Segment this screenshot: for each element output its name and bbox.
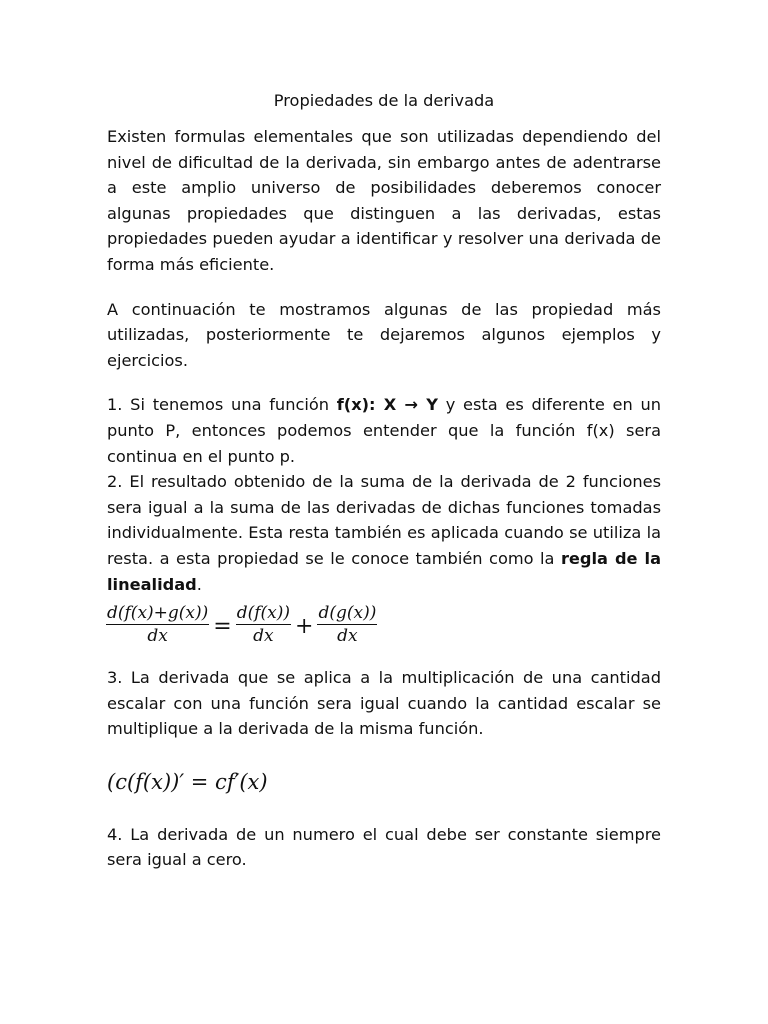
paragraph-gap <box>107 278 661 297</box>
paragraph-gap <box>107 651 661 665</box>
property-2-text: 2. El resultado obtenido de la suma de la derivada de 2 funciones sera igual a la suma de las derivadas de dichas funciones tomadas individualmente. Esta resta también es aplicada cuando se utiliza la resta. a esta propiedad se le conoce también como la <box>107 472 661 568</box>
property-2-rule-name: regla de la linealidad <box>107 548 661 594</box>
linearity-formula <box>106 597 661 651</box>
formula-term1-fraction <box>236 603 291 646</box>
fraction-numerator: d(f(x)) <box>236 602 291 623</box>
fraction-numerator: d(f(x)+g(x)) <box>107 602 209 623</box>
continuation-paragraph: A continuación te mostramos algunas de las propiedad más utilizadas, posteriormente te dejaremos algunos ejemplos y ejercicios. <box>107 299 661 370</box>
intro-paragraph: Existen formulas elementales que son utilizadas dependiendo del nivel de dificultad de la derivada, sin embargo antes de adentrarse a este amplio universo de posibilidades deberemos conocer algunas propiedades que distinguen a las derivadas, estas propiedades pueden ayudar a identificar y resolver una derivada de forma más eficiente. <box>107 127 661 274</box>
property-1 <box>107 392 661 469</box>
property-1-prefix: 1. Si tenemos una función <box>107 395 337 415</box>
equals-sign: = <box>213 614 232 640</box>
document-title: Propiedades de la derivada <box>273 91 495 110</box>
property-1-suffix: y esta es diferente en un punto P, entonces podemos entender que la función f(x) sera continua en el punto p. <box>107 395 661 466</box>
paragraph-gap <box>107 373 661 392</box>
scalar-multiple-formula: (c(f(x))′ = cf′(x) <box>107 770 268 795</box>
document-page <box>107 88 661 873</box>
formula-term2-fraction <box>317 603 377 646</box>
property-4: 4. La derivada de un numero el cual debe ser constante siempre sera igual a cero. <box>107 824 661 870</box>
fraction-numerator: d(g(x)) <box>318 602 377 623</box>
fraction-denominator: dx <box>147 625 168 646</box>
formula-lhs-fraction <box>106 603 209 646</box>
property-1-function: f(x): X → Y <box>336 395 438 415</box>
property-2 <box>107 469 661 597</box>
property-3: 3. La derivada que se aplica a la multiplicación de una cantidad escalar con una función sera igual cuando la cantidad escalar se multiplique a la derivada de la misma función. <box>107 668 661 739</box>
fraction-denominator: dx <box>253 625 274 646</box>
plus-sign: + <box>295 614 314 640</box>
fraction-denominator: dx <box>337 625 358 646</box>
property-2-end: . <box>196 574 202 594</box>
